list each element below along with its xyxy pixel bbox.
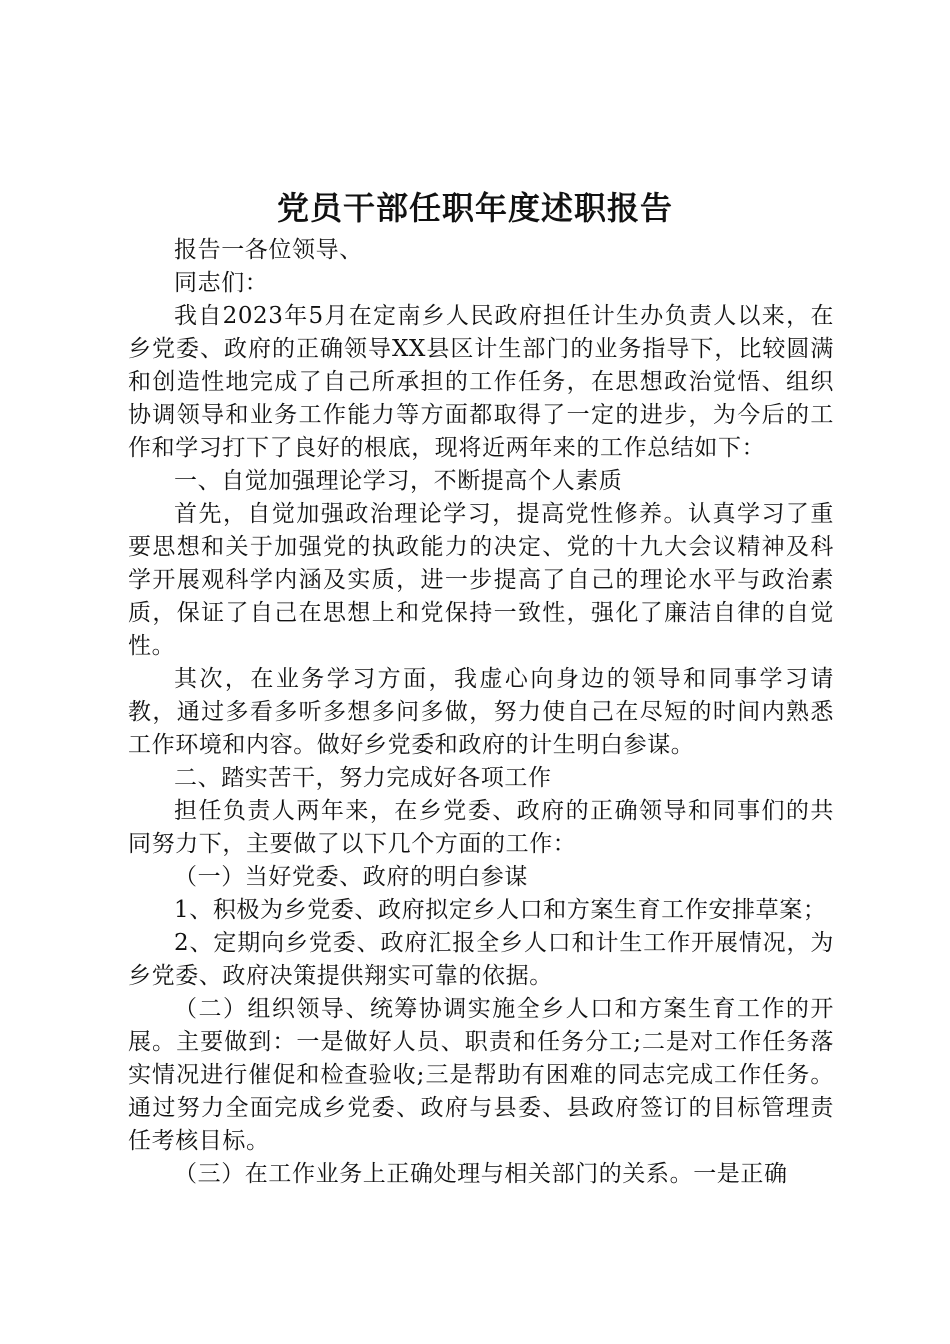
salutation-line-2: 同志们：: [174, 270, 269, 296]
document-title: 党员干部任职年度述职报告: [276, 189, 673, 227]
body-paragraph: 其次，在业务学习方面，我虚心向身边的领导和同事学习请教，通过多看多听多想多问多做，努力使自己在尽短的时间内熟悉工作环境和内容。做好乡党委和政府的计生明白参谋。: [128, 666, 834, 758]
salutation-line-1: 报告一各位领导、: [174, 237, 363, 263]
subsection-paragraph-3: （三）在工作业务上正确处理与相关部门的关系。一是正确: [174, 1161, 788, 1187]
list-item: 2、定期向乡党委、政府汇报全乡人口和计生工作开展情况，为乡党委、政府决策提供翔实可靠的依据。: [128, 930, 834, 989]
body-paragraph: 首先，自觉加强政治理论学习，提高党性修养。认真学习了重要思想和关于加强党的执政能力的决定、党的十九大会议精神及科学开展观科学内涵及实质，进一步提高了自己的理论水平与政治素质，保证了自己在思想上和党保持一致性，强化了廉洁自律的自觉性。: [128, 501, 834, 659]
section-heading-2: 二、踏实苦干，努力完成好各项工作: [174, 765, 552, 791]
list-item: 1、积极为乡党委、政府拟定乡人口和方案生育工作安排草案；: [174, 897, 827, 923]
intro-paragraph: 我自2023年5月在定南乡人民政府担任计生办负责人以来，在乡党委、政府的正确领导XX县区计生部门的业务指导下，比较圆满和创造性地完成了自己所承担的工作任务，在思想政治觉悟、组织协调领导和业务工作能力等方面都取得了一定的进步，为今后的工作和学习打下了良好的根底，现将近两年来的工作总结如下：: [128, 303, 834, 461]
subsection-heading-1: （一）当好党委、政府的明白参谋: [174, 864, 528, 890]
document-body: [128, 234, 834, 1191]
section-heading-1: 一、自觉加强理论学习，不断提高个人素质: [174, 468, 623, 494]
body-paragraph: 担任负责人两年来，在乡党委、政府的正确领导和同事们的共同努力下，主要做了以下几个方面的工作：: [128, 798, 834, 857]
subsection-paragraph-2: （二）组织领导、统筹协调实施全乡人口和方案生育工作的开展。主要做到：一是做好人员、职责和任务分工;二是对工作任务落实情况进行催促和检查验收;三是帮助有困难的同志完成工作任务。通过努力全面完成乡党委、政府与县委、县政府签订的目标管理责任考核目标。: [128, 996, 834, 1154]
